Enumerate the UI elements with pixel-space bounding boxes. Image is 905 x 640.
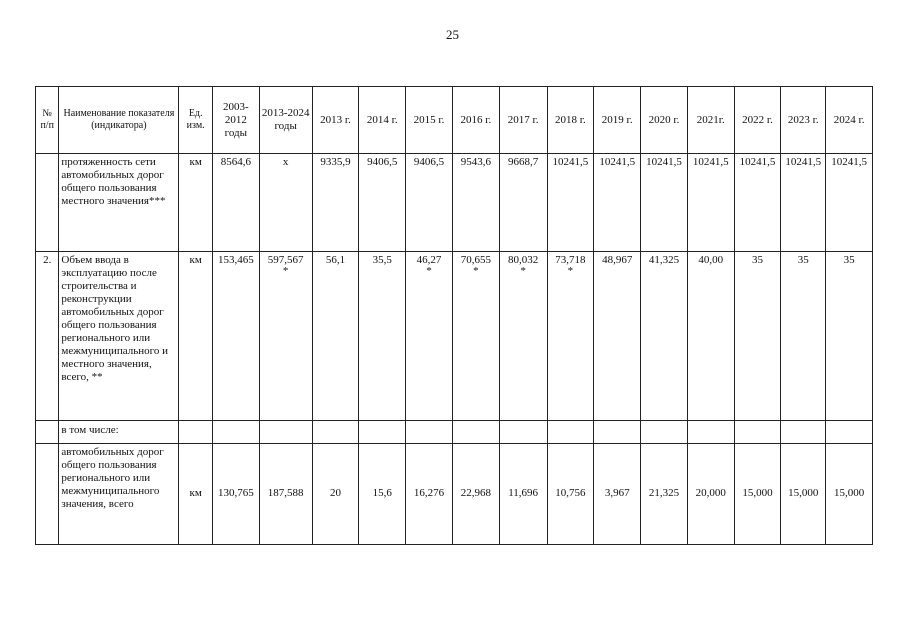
value-cell: 9406,5 [406, 154, 453, 252]
value-cell [212, 421, 259, 444]
value-cell [406, 252, 453, 421]
value-cell [406, 421, 453, 444]
table-row [36, 154, 873, 252]
value-cell [359, 252, 406, 421]
value-text: 41,325 [648, 254, 680, 266]
unit-cell: км [179, 444, 213, 545]
value-cell [312, 252, 359, 421]
value-text: 35,5 [372, 254, 392, 266]
header-year: 2023 г. [781, 87, 826, 154]
value-cell: 153,465 [212, 252, 259, 421]
footnote-mark: * [426, 265, 432, 277]
value-cell: 15,000 [826, 444, 873, 545]
value-cell: 10241,5 [734, 154, 781, 252]
row-number [36, 154, 59, 252]
value-cell [259, 421, 312, 444]
value-cell: 9406,5 [359, 154, 406, 252]
unit-cell: км [179, 252, 213, 421]
value-text: 70,655 [460, 254, 491, 266]
value-cell: 3,967 [594, 444, 641, 545]
value-cell: 10,756 [547, 444, 594, 545]
value-cell [687, 252, 734, 421]
footnote-mark: * [567, 265, 574, 277]
value-cell [826, 252, 873, 421]
value-cell: 10241,5 [641, 154, 688, 252]
value-cell: 10241,5 [687, 154, 734, 252]
value-text: 48,967 [602, 254, 633, 266]
value-cell [499, 421, 547, 444]
value-cell [594, 421, 641, 444]
value-cell [734, 421, 781, 444]
value-cell [641, 421, 688, 444]
value-cell [312, 421, 359, 444]
value-cell [781, 421, 826, 444]
value-cell [452, 421, 499, 444]
header-year: 2024 г. [826, 87, 873, 154]
footnote-mark: * [520, 265, 526, 277]
header-year: 2016 г. [452, 87, 499, 154]
value-cell: 22,968 [452, 444, 499, 545]
header-year: 2014 г. [359, 87, 406, 154]
unit-cell [179, 421, 213, 444]
value-text: 35 [843, 254, 855, 266]
value-cell [452, 252, 499, 421]
value-cell [781, 252, 826, 421]
value-text: 35 [797, 254, 809, 266]
table-header-row [36, 87, 873, 154]
value-cell: 15,000 [781, 444, 826, 545]
value-cell: 10241,5 [594, 154, 641, 252]
value-cell: 15,6 [359, 444, 406, 545]
value-cell [641, 252, 688, 421]
value-cell: 21,325 [641, 444, 688, 545]
value-text: 597,567 [267, 254, 304, 266]
header-no: № п/п [36, 87, 59, 154]
indicator-name: протяженность сети автомобильных дорог общего пользования местного значения*** [59, 154, 179, 252]
value-cell [594, 252, 641, 421]
value-cell: 9335,9 [312, 154, 359, 252]
table-row [36, 421, 873, 444]
value-cell: 10241,5 [826, 154, 873, 252]
header-period-2003-2012: 2003-2012 годы [212, 87, 259, 154]
value-cell [359, 421, 406, 444]
value-text: 40,00 [698, 254, 724, 266]
value-cell [734, 252, 781, 421]
header-year: 2018 г. [547, 87, 594, 154]
header-unit: Ед. изм. [179, 87, 213, 154]
value-cell [826, 421, 873, 444]
value-text: 73,718 [555, 254, 586, 266]
value-cell: x [259, 154, 312, 252]
value-cell: 15,000 [734, 444, 781, 545]
header-year: 2022 г. [734, 87, 781, 154]
value-text: 80,032 [507, 254, 539, 266]
row-number [36, 421, 59, 444]
value-text: 35 [752, 254, 764, 266]
footnote-mark: * [282, 265, 289, 277]
value-cell: 10241,5 [781, 154, 826, 252]
table-row [36, 252, 873, 421]
header-name: Наименование показателя (индикатора) [59, 87, 179, 154]
row-number: 2. [36, 252, 59, 421]
header-year: 2020 г. [641, 87, 688, 154]
header-year: 2013 г. [312, 87, 359, 154]
value-cell [547, 252, 594, 421]
value-cell: 16,276 [406, 444, 453, 545]
value-cell: 9668,7 [499, 154, 547, 252]
indicator-name: Объем ввода в эксплуатацию после строительства и реконструкции автомобильных дорог общего пользования регионального или межмуниципального и местного значения, всего, ** [59, 252, 179, 421]
value-cell [687, 421, 734, 444]
table-row [36, 444, 873, 545]
value-cell [499, 252, 547, 421]
value-cell: 20 [312, 444, 359, 545]
header-period-2013-2024: 2013-2024 годы [259, 87, 312, 154]
unit-cell: км [179, 154, 213, 252]
header-year: 2019 г. [594, 87, 641, 154]
value-cell: 20,000 [687, 444, 734, 545]
value-text: 56,1 [325, 254, 346, 266]
value-cell: 10241,5 [547, 154, 594, 252]
page-number: 25 [446, 27, 459, 42]
indicator-name: в том числе: [59, 421, 179, 444]
footnote-mark: * [473, 265, 479, 277]
indicators-table [35, 86, 873, 545]
row-number [36, 444, 59, 545]
header-year: 2015 г. [406, 87, 453, 154]
value-cell: 8564,6 [212, 154, 259, 252]
value-cell [547, 421, 594, 444]
value-cell: 130,765 [212, 444, 259, 545]
value-cell: 187,588 [259, 444, 312, 545]
header-year: 2021г. [687, 87, 734, 154]
header-year: 2017 г. [499, 87, 547, 154]
value-cell: 9543,6 [452, 154, 499, 252]
value-cell [259, 252, 312, 421]
value-text: 46,27 [416, 254, 442, 266]
value-cell: 11,696 [499, 444, 547, 545]
indicator-name: автомобильных дорог общего пользования регионального или межмуниципального значения, всего [59, 444, 179, 545]
